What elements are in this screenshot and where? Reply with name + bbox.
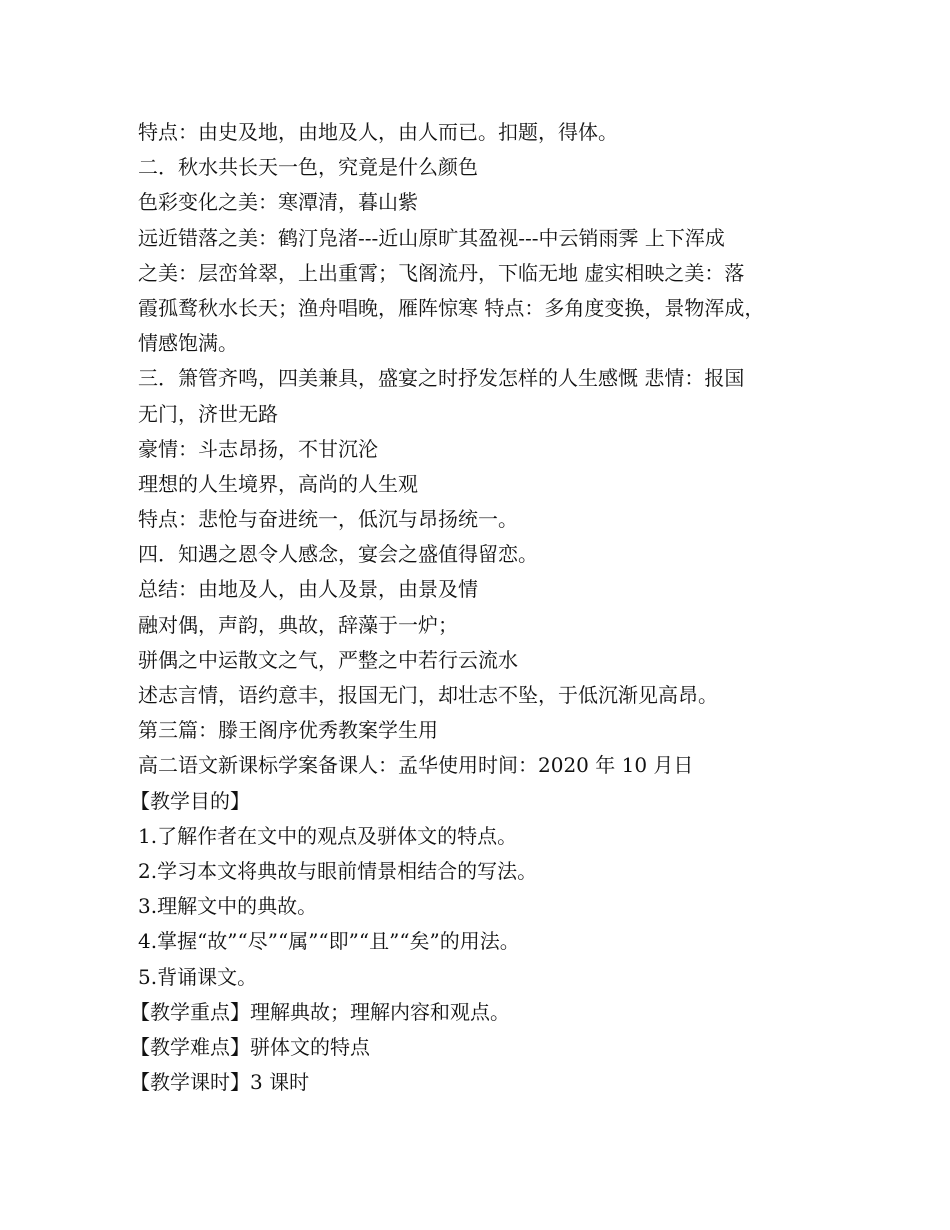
section-heading: 三．箫管齐鸣，四美兼具，盛宴之时抒发怎样的人生感慨 悲情：报国 xyxy=(138,366,745,391)
lesson-info: 高二语文新课标学案备课人：孟华使用时间：2020 年 10 月日 xyxy=(138,753,694,778)
list-item: 2.学习本文将典故与眼前情景相结合的写法。 xyxy=(138,858,538,883)
text-line: 总结：由地及人，由人及景，由景及情 xyxy=(138,577,478,602)
text-line: 无门，济世无路 xyxy=(138,401,278,426)
text-line: 骈偶之中运散文之气，严整之中若行云流水 xyxy=(138,647,518,672)
document-body xyxy=(130,115,838,1100)
text-line: 色彩变化之美：寒潭清，暮山紫 xyxy=(138,190,418,215)
class-hours: 【教学课时】3 课时 xyxy=(130,1070,310,1095)
objectives-heading: 【教学目的】 xyxy=(130,788,250,813)
chapter-title: 第三篇：滕王阁序优秀教案学生用 xyxy=(138,718,438,743)
text-line: 特点：由史及地，由地及人，由人而已。扣题，得体。 xyxy=(138,120,618,144)
text-line: 融对偶，声韵，典故，辞藻于一炉； xyxy=(138,612,458,637)
key-points: 【教学重点】理解典故；理解内容和观点。 xyxy=(130,999,510,1024)
list-item: 4.掌握“故”“尽”“属”“即”“且”“矣”的用法。 xyxy=(138,929,520,954)
text-line: 理想的人生境界，高尚的人生观 xyxy=(138,471,418,496)
text-line: 远近错落之美：鹤汀凫渚---近山原旷其盈视---中云销雨霁 上下浑成 xyxy=(138,225,725,250)
text-line: 豪情：斗志昂扬，不甘沉沦 xyxy=(138,436,378,461)
text-line: 述志言情，语约意丰，报国无门，却壮志不坠，于低沉渐见高昂。 xyxy=(138,683,718,707)
text-line: 之美：层峦耸翠，上出重霄；飞阁流丹，下临无地 虚实相映之美：落 xyxy=(138,260,745,285)
list-item: 5.背诵课文。 xyxy=(138,964,258,989)
text-line: 情感饱满。 xyxy=(138,331,238,356)
difficult-points: 【教学难点】骈体文的特点 xyxy=(130,1034,370,1059)
text-line: 霞孤鹜秋水长天；渔舟唱晚，雁阵惊寒 特点：多角度变换，景物浑成， xyxy=(138,295,765,320)
section-heading: 二．秋水共长天一色，究竟是什么颜色 xyxy=(138,155,478,180)
list-item: 3.理解文中的典故。 xyxy=(138,894,318,919)
text-line: 特点：悲怆与奋进统一，低沉与昂扬统一。 xyxy=(138,507,518,532)
section-heading: 四．知遇之恩令人感念，宴会之盛值得留恋。 xyxy=(138,542,538,567)
list-item: 1.了解作者在文中的观点及骈体文的特点。 xyxy=(138,823,518,848)
